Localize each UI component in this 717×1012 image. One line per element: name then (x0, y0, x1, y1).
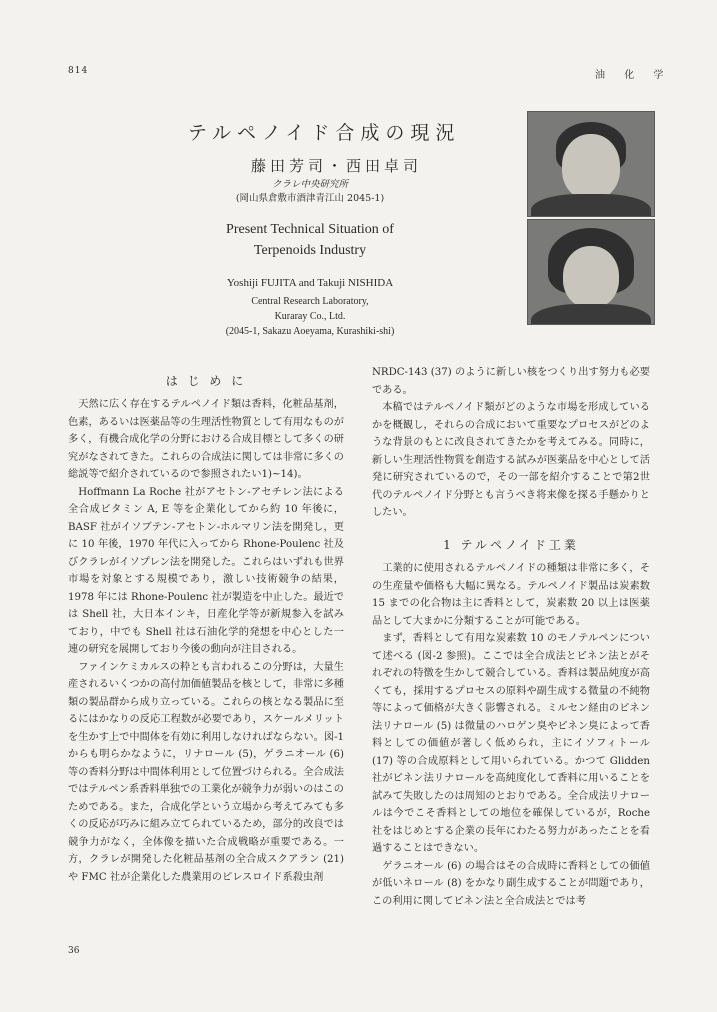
right-column-bottom-text (372, 560, 650, 910)
authors-english: Yoshiji FUJITA and Takuji NISHIDA (226, 277, 394, 289)
paragraph: まず，香料として有用な炭素数 10 のモノテルペンについて述べる (図-2 参照)。ここでは全合成法とピネン法とがそれぞれの特徴を生かして競合している。香料は製品純度が高くても，採用するプロセスの原料や副生成する微量の不純物等によって価格が大きく影響される。ミルセン経由のピネン法リナロール (5) は微量のハロゲン臭やピネン臭によって香料としての価値が著しく低められ，主にイソフィトール (17) 等の合成原料として用いられている。かつて Glidden 社がピネン法リナロールを高純度化して香料に用いることを試みて失敗したのは周知のとおりである。全合成法リナロールは今でこそ香料としての地位を確保しているが，Roche 社をはじめとする企業の長年にわたる努力があったことを看過することはできない。 (372, 633, 650, 854)
affiliation-japanese: クラレ中央研究所 (271, 179, 348, 190)
title-japanese: テルペノイド合成の現況 (188, 122, 461, 144)
section-introduction-title: は じ め に (165, 374, 247, 388)
section-1-title: 1 テルペノイド工業 (443, 538, 579, 552)
paragraph: 工業的に使用されるテルペノイドの種類は非常に多く，その生産量や価格も大幅に異なる。テルペノイド製品は炭素数 15 までの化合物は主に香料として，炭素数 20 以上は医薬品として大まかに分類することが可能である。 (372, 563, 650, 627)
affiliation-english-1: Central Research Laboratory, (251, 296, 369, 307)
affiliation-english-3: (2045-1, Sakazu Aoeyama, Kurashiki-shi) (225, 326, 395, 337)
affiliation-english-2: Kuraray Co., Ltd. (274, 311, 346, 322)
journal-name: 油 化 学 (595, 70, 672, 81)
title-english-line1: Present Technical Situation of (226, 222, 394, 237)
left-column-text (68, 396, 344, 886)
authors-japanese: 藤田芳司・西田卓司 (251, 157, 423, 175)
address-japanese: (岡山県倉敷市酒津青江山 2045-1) (235, 193, 385, 204)
title-english-line2: Terpenoids Industry (253, 243, 367, 258)
author-photo-nishida (527, 219, 655, 325)
page-number: 814 (68, 66, 89, 76)
right-column-top-text (372, 364, 650, 522)
paragraph: ファインケミカルスの粋とも言われるこの分野は，大量生産されるいくつかの高付加価値製品を核として，非常に多種類の製品群から成り立っている。これらの核となる製品に至るにはかなりの反応工程数が必要であり，スケールメリットを生かす上で中間体を有効に利用しなければならない。図-1 からも明らかなように，リナロール (5)，ゲラニオール (6) 等の香料分野は中間体利用として位置づけられる。全合成法ではテルペン系香料単独での工業化が競争力が弱いのはこのためである。また，合成化学という立場から考えてみても多くの反応が巧みに組み立てられているため，部分的改良では競争力がなく，全体像を描いた合成戦略が重要である。一方，クラレが開発した化粧品基剤の全合成スクアラン (21) や FMC 社が企業化した農業用のピレスロイド系殺虫剤 (68, 661, 344, 883)
paragraph: 本稿ではテルペノイド類がどのような市場を形成しているかを概観し，それらの合成において重要なプロセスがどのような背景のもとに改良されてきたかを考えてみる。同時に，新しい生理活性物質を創造する試みが医薬品を中心として活発に研究されているので，その一部を紹介することで第2世代のテルペノイド分野とも言うべき将来像を探る手懸かりとしたい。 (372, 402, 650, 518)
paragraph: NRDC-143 (37) のように新しい核をつくり出す努力も必要である。 (372, 367, 650, 396)
paragraph: ゲラニオール (6) の場合はその合成時に香料としての価値が低いネロール (8) をかなり副生成することが問題であり，この利用に関してピネン法と全合成法とでは考 (372, 860, 650, 907)
paragraph: Hoffmann La Roche 社がアセトン-アセチレン法による全合成ビタミン A, E 等を企業化してから約 10 年後に，BASF 社がイソブテン-アセトン-ホルマリン法を開発し，更に 10 年後，1970 年代に入ってから Rhone-Poulenc 社及びクラレがイソプレン法を開発した。これらはいずれも世界市場を対象とする規模であり，激しい技術競争の結果，1978 年には Rhone-Poulenc 社が製造を中止した。最近では Shell 社，大日本インキ，日産化学等が新規参入を試みており，中でも Shell 社は石油化学的発想を中心とした一連の研究を展開しており今後の動向が注目される。 (68, 486, 344, 655)
author-photo-fujita (527, 111, 655, 217)
paragraph: 天然に広く存在するテルペノイド類は香料，化粧品基剤，色素，あるいは医薬品等の生理活性物質として有用なものが多く，有機合成化学の分野における合成目標として多くの研究がなされてきた。これらの合成法に関しては非常に多くの総説等で紹介されているので参照されたい1)~14)。 (68, 399, 344, 480)
footer-page-number: 36 (68, 946, 80, 956)
